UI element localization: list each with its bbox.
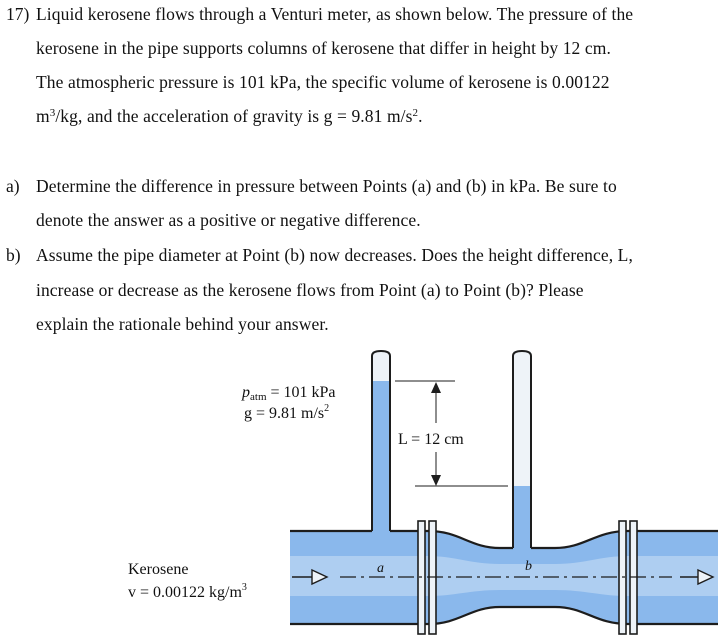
tube-a-empty: [372, 351, 390, 381]
part-b-line-1: Assume the pipe diameter at Point (b) now decreases. Does the height difference, L,: [36, 245, 633, 265]
part-a-label: a): [6, 176, 20, 196]
problem-line-3: The atmospheric pressure is 101 kPa, the specific volume of kerosene is 0.00122: [36, 72, 610, 92]
patm-symbol: p: [242, 384, 250, 401]
dim-arrow-down-head: [431, 475, 441, 486]
tube-b-empty: [513, 351, 531, 486]
part-b-label: b): [6, 245, 21, 265]
tube-b-fluid: [513, 486, 531, 549]
patm-label: [241, 384, 336, 403]
superscript-2: 2: [412, 107, 419, 119]
part-b-line-3: explain the rationale behind your answer.: [36, 314, 329, 334]
specific-volume-label: [128, 582, 247, 601]
tube-a-fluid: [372, 381, 390, 532]
point-b-label: b: [525, 559, 532, 574]
superscript-3: 3: [49, 107, 56, 119]
problem-line-4-end: .: [418, 106, 423, 126]
L-label: L = 12 cm: [398, 431, 464, 448]
gravity-value: g = 9.81 m/s: [244, 405, 325, 422]
problem-number: 17): [6, 4, 30, 24]
specific-volume-exponent: 3: [241, 582, 247, 593]
problem-line-2: kerosene in the pipe supports columns of kerosene that differ in height by 12 cm.: [36, 38, 611, 58]
dim-arrow-up-head: [431, 382, 441, 393]
part-a-line-2: denote the answer as a positive or negative difference.: [36, 210, 421, 230]
problem-line-1: Liquid kerosene flows through a Venturi meter, as shown below. The pressure of the: [36, 4, 634, 24]
specific-volume-value: v = 0.00122 kg/m: [128, 584, 242, 601]
kerosene-title: Kerosene: [128, 561, 189, 578]
point-a-label: a: [377, 561, 384, 576]
patm-subscript: atm: [250, 391, 267, 403]
part-b-line-2: increase or decrease as the kerosene flows from Point (a) to Point (b)? Please: [36, 280, 584, 300]
patm-value: = 101 kPa: [266, 384, 336, 401]
problem-line-4-text: /kg, and the acceleration of gravity is g = 9.81 m/s: [55, 106, 413, 126]
unit-m: m: [36, 106, 50, 126]
part-a-line-1: Determine the difference in pressure between Points (a) and (b) in kPa. Be sure to: [36, 176, 617, 196]
gravity-label: [244, 403, 329, 422]
gravity-exponent: 2: [324, 403, 330, 414]
